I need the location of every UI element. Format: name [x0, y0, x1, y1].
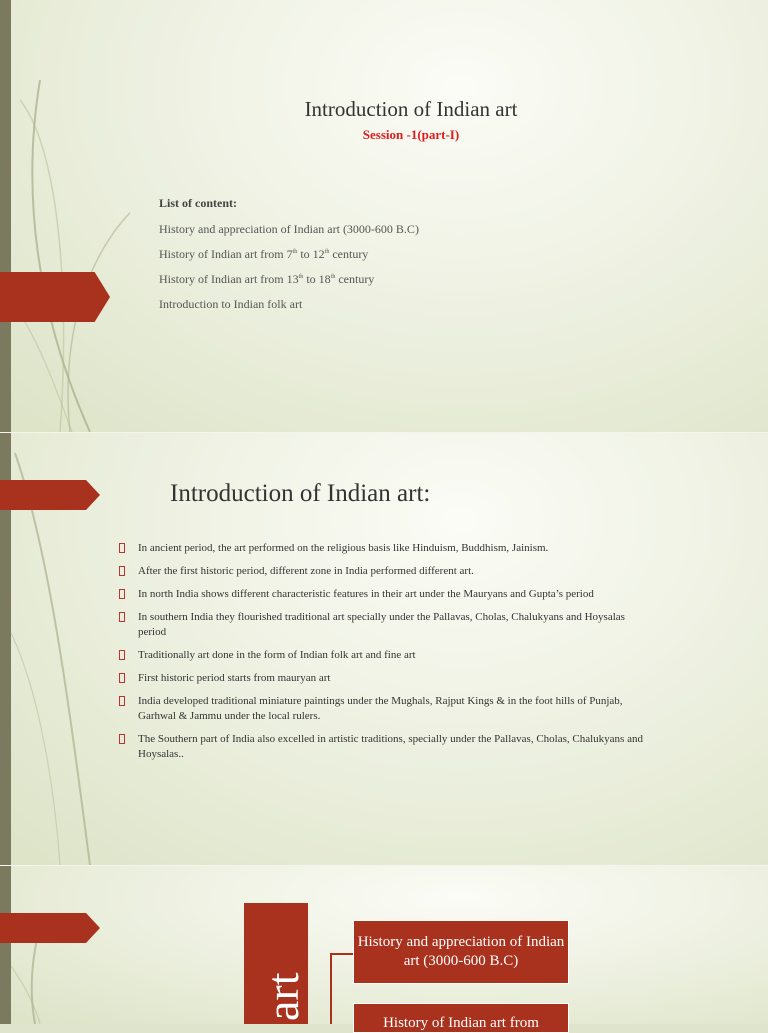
bullet-icon: [119, 650, 125, 660]
bullet-icon: [119, 589, 125, 599]
list-item: History of Indian art from 7th to 12th century: [159, 247, 369, 261]
list-item: History and appreciation of Indian art (3000-600 B.C): [159, 222, 419, 236]
topic-box: History and appreciation of Indian art (3000-600 B.C): [353, 920, 569, 984]
bullet-icon: [119, 612, 125, 622]
accent-arrow: [0, 480, 100, 510]
connector-line: [330, 953, 354, 955]
slide-title: Introduction of Indian art: [304, 97, 518, 121]
accent-arrow: [0, 913, 100, 943]
list-heading: List of content:: [159, 196, 237, 210]
vertical-title-box: [244, 903, 308, 1024]
list-item: In southern India they flourished traditional art specially under the Pallavas, Cholas, Chalukyans and Hoysalas period: [117, 610, 647, 640]
list-item: In north India shows different characteristic features in their art under the Mauryans and Gupta’s period: [117, 587, 647, 602]
bullet-icon: [119, 566, 125, 576]
list-item: In ancient period, the art performed on the religious basis like Hinduism, Buddhism, Jainism.: [117, 541, 647, 556]
accent-arrow: [0, 272, 110, 322]
decorative-curves: [0, 0, 130, 432]
topic-box: History of Indian art from: [353, 1003, 569, 1033]
bullet-icon: [119, 543, 125, 553]
list-item: Traditionally art done in the form of Indian folk art and fine art: [117, 648, 647, 663]
list-item: Introduction to Indian folk art: [159, 297, 303, 311]
list-item: After the first historic period, different zone in India performed different art.: [117, 564, 647, 579]
list-item: India developed traditional miniature paintings under the Mughals, Rajput Kings & in the foot hills of Punjab, Garhwal & Jammu under the local rulers.: [117, 694, 647, 724]
slide-subtitle: Session -1(part-I): [362, 127, 460, 142]
list-item: History of Indian art from 13th to 18th century: [159, 272, 375, 286]
vertical-title: art: [257, 972, 308, 1021]
slide-title: Introduction of Indian art:: [170, 480, 431, 507]
list-item: First historic period starts from mauryan art: [117, 671, 647, 686]
bullet-list: [117, 541, 647, 770]
list-item: The Southern part of India also excelled in artistic traditions, specially under the Pallavas, Cholas, Chalukyans and Hoysalas..: [117, 732, 647, 762]
bullet-icon: [119, 696, 125, 706]
connector-line: [330, 953, 332, 1024]
bullet-icon: [119, 734, 125, 744]
slide-1: [0, 0, 768, 432]
decorative-curves: [0, 866, 120, 1024]
bullet-icon: [119, 673, 125, 683]
